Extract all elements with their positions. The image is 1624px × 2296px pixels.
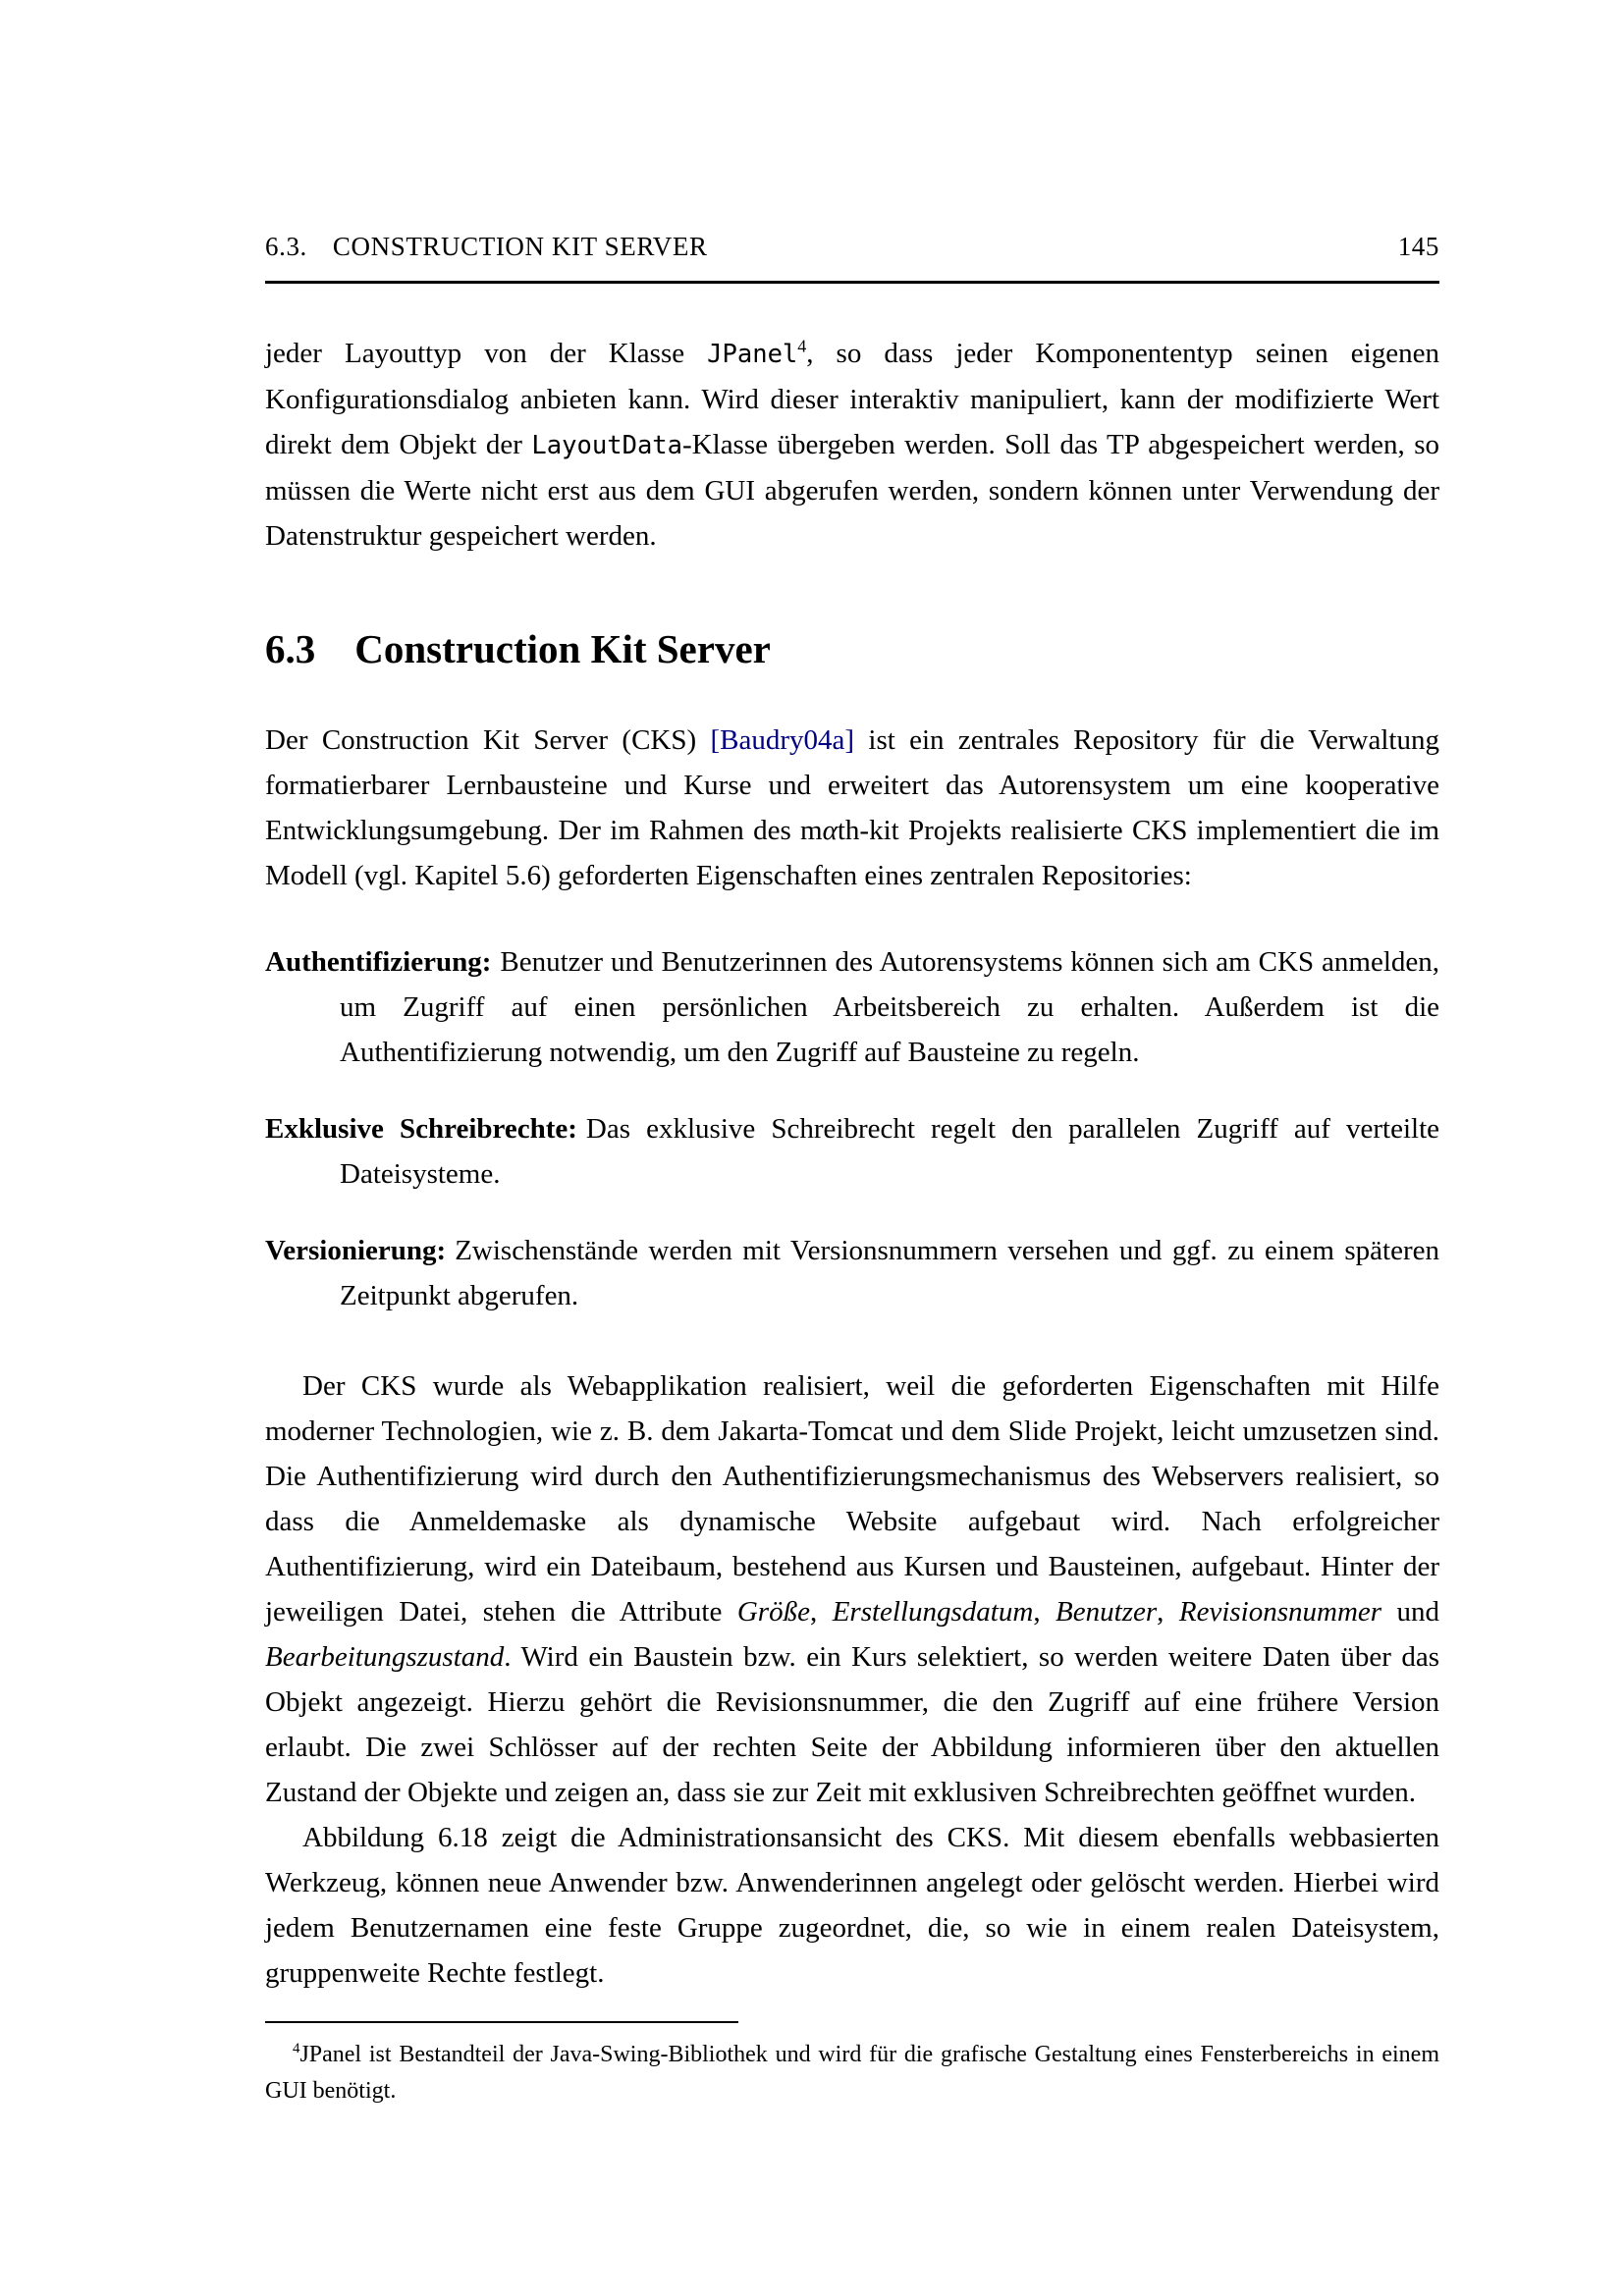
text-run: , <box>1033 1596 1056 1628</box>
paragraph-cks-webapplikation <box>265 1363 1439 1815</box>
definition-term: Versionierung: <box>265 1235 447 1266</box>
paragraph-cks-intro <box>265 718 1439 898</box>
citation-link[interactable]: [Baudry04a] <box>710 724 855 756</box>
text-run: Bearbeitungszustand <box>265 1641 505 1673</box>
text-run: und <box>1381 1596 1440 1628</box>
footnote <box>265 2037 1439 2109</box>
text-run: th-kit Projekts realisierte CKS implementiert die im Modell (vgl. Kapitel 5.6) geforderten Eigenschaften eines zentralen Repositories: <box>265 815 1439 891</box>
superscript-marker: 4 <box>293 2041 300 2056</box>
page-number: 145 <box>1397 232 1439 261</box>
running-header-title: CONSTRUCTION KIT SERVER <box>332 232 708 261</box>
text-run: Abbildung 6.18 zeigt die Administrationsansicht des CKS. Mit diesem ebenfalls webbasierten Werkzeug, können neue Anwender bzw. Anwenderinnen angelegt oder gelöscht werden. Hierbei wird jedem Benutzernamen eine feste Gruppe zugeordnet, die, so wie in einem realen Dateisystem, gruppenweite Rechte festlegt. <box>265 1822 1439 1989</box>
text-run: . Wird ein Baustein bzw. ein Kurs selektiert, so werden weitere Daten über das Objekt angezeigt. Hierzu gehört die Revisionsnummer, die den Zugriff auf eine frühere Version erlaubt. Die zwei Schlösser auf der rechten Seite der Abbildung informieren über den aktuellen Zustand der Objekte und zeigen an, dass sie zur Zeit mit exklusiven Schreibrechten geöffnet wurden. <box>265 1641 1439 1808</box>
text-run: -Klasse übergeben werden. Soll das TP abgespeichert werden, so müssen die Werte nicht erst aus dem GUI abgerufen werden, sondern können unter Verwendung der Datenstruktur gespeichert werden. <box>265 429 1440 552</box>
definition-term: Authentifizierung: <box>265 946 492 978</box>
text-run: jeder Layouttyp von der Klasse <box>265 338 708 369</box>
text-run: JPanel <box>707 340 798 369</box>
section-number: 6.3 <box>265 626 316 671</box>
running-header <box>265 224 708 269</box>
section-title: Construction Kit Server <box>354 626 771 671</box>
text-run: , <box>1157 1596 1179 1628</box>
superscript-marker: 4 <box>797 336 807 356</box>
definition-text: Benutzer und Benutzerinnen des Autorensystems können sich am CKS anmelden, um Zugriff auf einen persönlichen Arbeitsbereich zu erhalten. Außerdem ist die Authentifizierung notwendig, um den Zugriff auf Bausteine zu regeln. <box>340 946 1439 1068</box>
text-run: Größe <box>736 1596 810 1628</box>
text-run: LayoutData <box>531 431 683 460</box>
text-run: , <box>809 1596 833 1628</box>
running-header-section-number: 6.3. <box>265 232 307 261</box>
text-run: Der CKS wurde als Webapplikation realisiert, weil die geforderten Eigenschaften mit Hilfe moderner Technologien, wie z. B. dem Jakarta-Tomcat und dem Slide Projekt, leicht umzusetzen sind. Die Authentifizierung wird durch den Authentifizierungsmechanismus des Webservers realisiert, so dass die Anmeldemaske als dynamische Website aufgebaut wird. Nach erfolgreicher Authentifizierung, wird ein Dateibaum, bestehend aus Kursen und Bausteinen, aufgebaut. Hinter der jeweiligen Datei, stehen die Attribute <box>265 1370 1439 1628</box>
page-header <box>265 224 1439 281</box>
text-run: Der Construction Kit Server (CKS) <box>265 724 711 756</box>
footnote-block <box>265 2021 1439 2109</box>
definition-item-authentifizierung <box>265 939 1439 1075</box>
section-heading <box>265 623 1439 674</box>
text-run: ist ein zentrales Repository für die Verwaltung formatierbarer Lernbausteine und Kurse und erweitert das Autorensystem um eine kooperative Entwicklungsumgebung. Der im Rahmen des m <box>265 724 1439 846</box>
definition-item-versionierung <box>265 1228 1439 1318</box>
text-run: , so dass jeder Komponententyp seinen eigenen Konfigurationsdialog anbieten kann. Wird dieser interaktiv manipuliert, kann der modifizierte Wert direkt dem Objekt der <box>265 338 1439 460</box>
paragraph-abbildung-618 <box>265 1815 1439 1996</box>
definition-text: Das exklusive Schreibrecht regelt den parallelen Zugriff auf verteilte Dateisysteme. <box>340 1113 1439 1190</box>
definition-text: Zwischenstände werden mit Versionsnummern versehen und ggf. zu einem späteren Zeitpunkt abgerufen. <box>340 1235 1439 1311</box>
definition-list <box>265 939 1439 1318</box>
text-run: α <box>822 815 838 846</box>
paragraph-layouttyp <box>265 331 1439 559</box>
text-run: Erstellungsdatum <box>832 1596 1034 1628</box>
text-run: Benutzer <box>1056 1596 1158 1628</box>
text-run: JPanel ist Bestandteil der Java-Swing-Bibliothek und wird für die grafische Gestaltung eines Fensterbereichs in einem GUI benötigt. <box>265 2042 1439 2104</box>
definition-term: Exklusive Schreibrechte: <box>265 1113 577 1145</box>
definition-item-exklusive-schreibrechte <box>265 1106 1439 1197</box>
text-run: Revisionsnummer <box>1178 1596 1382 1628</box>
header-rule <box>265 281 1439 284</box>
footnote-rule <box>265 2021 738 2023</box>
